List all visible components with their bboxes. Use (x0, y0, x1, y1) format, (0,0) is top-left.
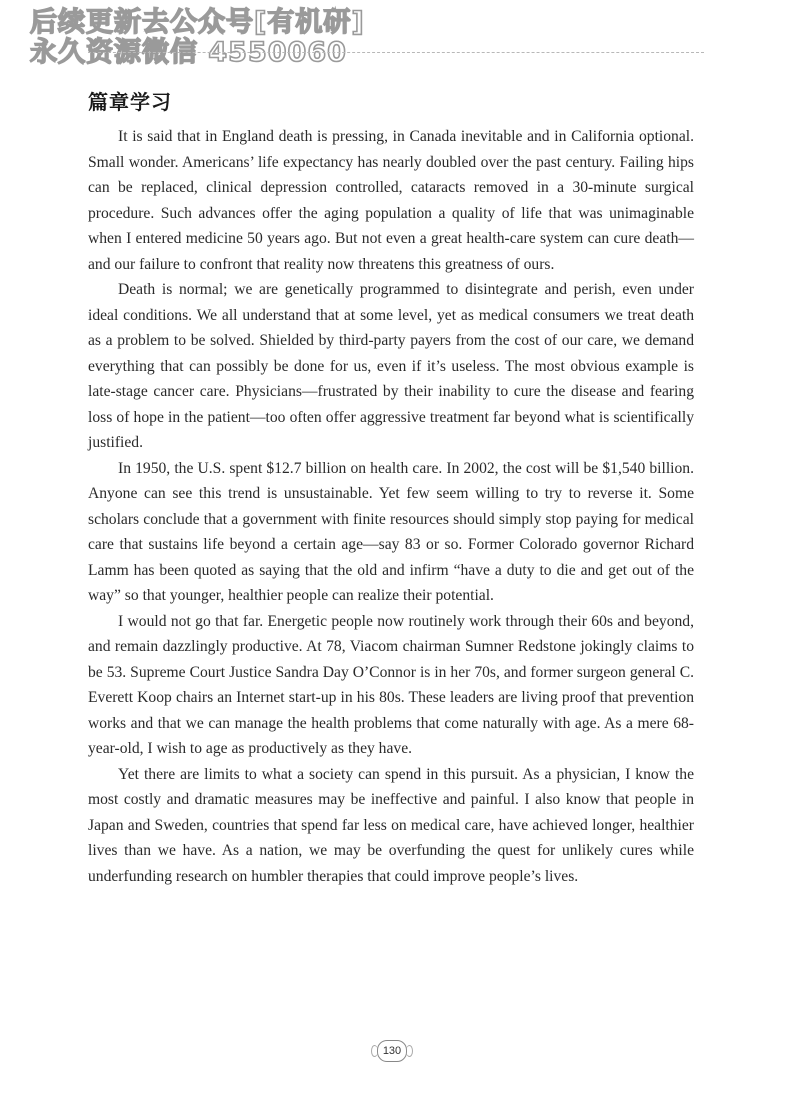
page-number: 130 (377, 1040, 407, 1062)
passage-body (88, 124, 694, 889)
paragraph-2: Death is normal; we are genetically programmed to disintegrate and perish, even under ideal conditions. We all understand that at some level, yet as medical consumers we treat death as a problem to be solved. Shielded by third-party payers from the cost of our care, we demand everything that can possibly be done for us, even if it’s useless. The most obvious example is late-stage cancer care. Physicians—frustrated by their inability to cure the disease and fearing loss of hope in the patient—too often offer aggressive treatment far beyond what is scientifically justified. (88, 281, 694, 451)
section-title: 篇章学习 (88, 90, 172, 114)
paragraph-4: I would not go that far. Energetic people now routinely work through their 60s and beyond, and remain dazzlingly productive. At 78, Viacom chairman Sumner Redstone jokingly claims to be 53. Supreme Court Justice Sandra Day O’Connor is in her 70s, and former surgeon general C. Everett Koop chairs an Internet start-up in his 80s. These leaders are living proof that prevention works and that we can manage the health problems that come naturally with age. As a mere 68-year-old, I wish to age as productively as they have. (88, 612, 694, 757)
watermark-line-2: 永久资源微信 4550060 (30, 37, 347, 68)
paragraph-5: Yet there are limits to what a society can spend in this pursuit. As a physician, I know the most costly and dramatic measures may be ineffective and painful. I also know that people in Japan and Sweden, countries that spend far less on medical care, have achieved longer, healthier lives than we have. As a nation, we may be overfunding the quest for unlikely cures while underfunding research on humbler therapies that could improve people’s lives. (88, 765, 694, 885)
watermark (30, 7, 365, 68)
paragraph-3: In 1950, the U.S. spent $12.7 billion on health care. In 2002, the cost will be $1,540 billion. Anyone can see this trend is unsustainable. Yet few seem willing to try to reverse it. Some scholars conclude that a government with finite resources should simply stop paying for medical care that sustains life beyond a certain age—say 83 or so. Former Colorado governor Richard Lamm has been quoted as saying that the old and infirm “have a duty to die and get out of the way” so that younger, healthier people can realize their potential. (88, 459, 694, 604)
header-divider (88, 52, 704, 53)
paragraph-1: It is said that in England death is pressing, in Canada inevitable and in California optional. Small wonder. Americans’ life expectancy has nearly doubled over the past century. Failing hips can be replaced, clinical depression controlled, cataracts removed in a 30-minute surgical procedure. Such advances offer the aging population a quality of life that was unimaginable when I entered medicine 50 years ago. But not even a great health-care system can cure death—and our failure to confront that reality now threatens this greatness of ours. (88, 128, 694, 273)
watermark-line-1: 后续更新去公众号[有机研] (30, 7, 365, 38)
